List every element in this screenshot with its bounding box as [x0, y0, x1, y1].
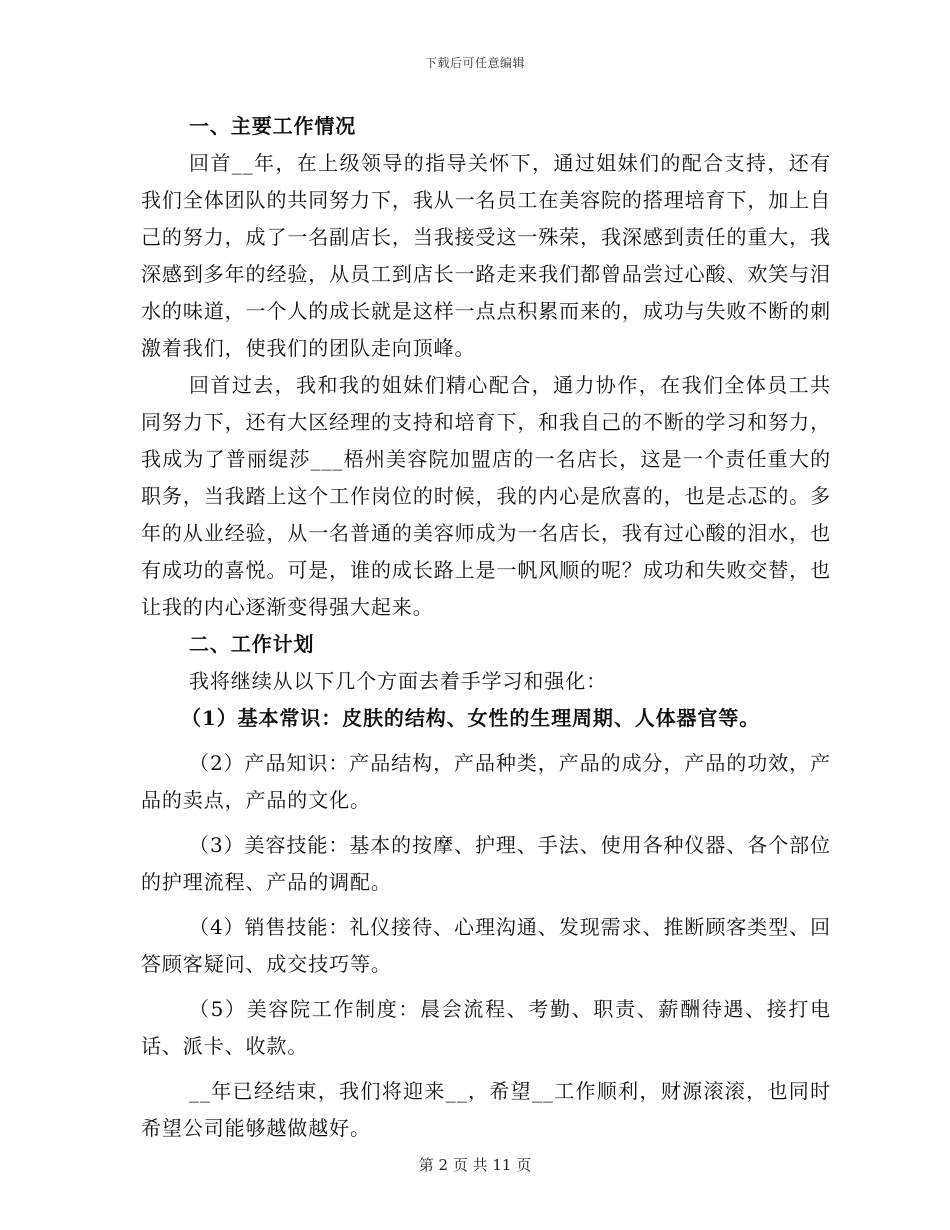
paragraph: 回首__年，在上级领导的指导关怀下，通过姐妹们的配合支持，还有我们全体团队的共同努力下，我从一名员工在美容院的搭理培育下，加上自己的努力，成了一名副店长，当我接受这一殊荣，我深感到责任的重大，我深感到多年的经验，从员工到店长一路走来我们都曾品尝过心酸、欢笑与泪水的味道，一个人的成长就是这样一点点积累而来的，成功与失败不断的刺激着我们，使我们的团队走向顶峰。	[141, 151, 831, 360]
list-item-work-rules: （5）美容院工作制度：晨会流程、考勤、职责、薪酬待遇、接打电话、派卡、收款。	[141, 997, 831, 1058]
list-intro: 我将继续从以下几个方面去着手学习和强化：	[189, 669, 607, 693]
document-body	[141, 108, 831, 1147]
page-footer: 第 2 页 共 11 页	[418, 1156, 532, 1174]
paragraph: 回首过去，我和我的姐妹们精心配合，通力协作，在我们全体员工共同努力下，还有大区经理的支持和培育下，和我自己的不断的学习和努力，我成为了普丽缇莎___梧州美容院加盟店的一名店长，这是一个责任重大的职务，当我踏上这个工作岗位的时候，我的内心是欣喜的，也是忐忑的。多年的从业经验，从一名普通的美容师成为一名店长，我有过心酸的泪水，也有成功的喜悦。可是，谁的成长路上是一帆风顺的呢？成功和失败交替，也让我的内心逐渐变得强大起来。	[141, 373, 831, 619]
page-header: 下载后可任意编辑	[424, 56, 525, 70]
section-title-work-plan: 二、工作计划	[189, 632, 315, 656]
list-item-product-knowledge: （2）产品知识：产品结构，产品种类，产品的成分，产品的功效，产品的卖点，产品的文化。	[141, 751, 831, 812]
section-title-main-work: 一、主要工作情况	[189, 114, 357, 138]
list-item-basic-knowledge: （1）基本常识：皮肤的结构、女性的生理周期、人体器官等。	[181, 706, 761, 730]
closing-paragraph: __年已经结束，我们将迎来__，希望__工作顺利，财源滚滚，也同时希望公司能够越做越好。	[141, 1079, 831, 1140]
list-item-beauty-skills: （3）美容技能：基本的按摩、护理、手法、使用各种仪器、各个部位的护理流程、产品的调配。	[141, 833, 831, 894]
list-item-sales-skills: （4）销售技能：礼仪接待、心理沟通、发现需求、推断顾客类型、回答顾客疑问、成交技巧等。	[141, 915, 831, 976]
